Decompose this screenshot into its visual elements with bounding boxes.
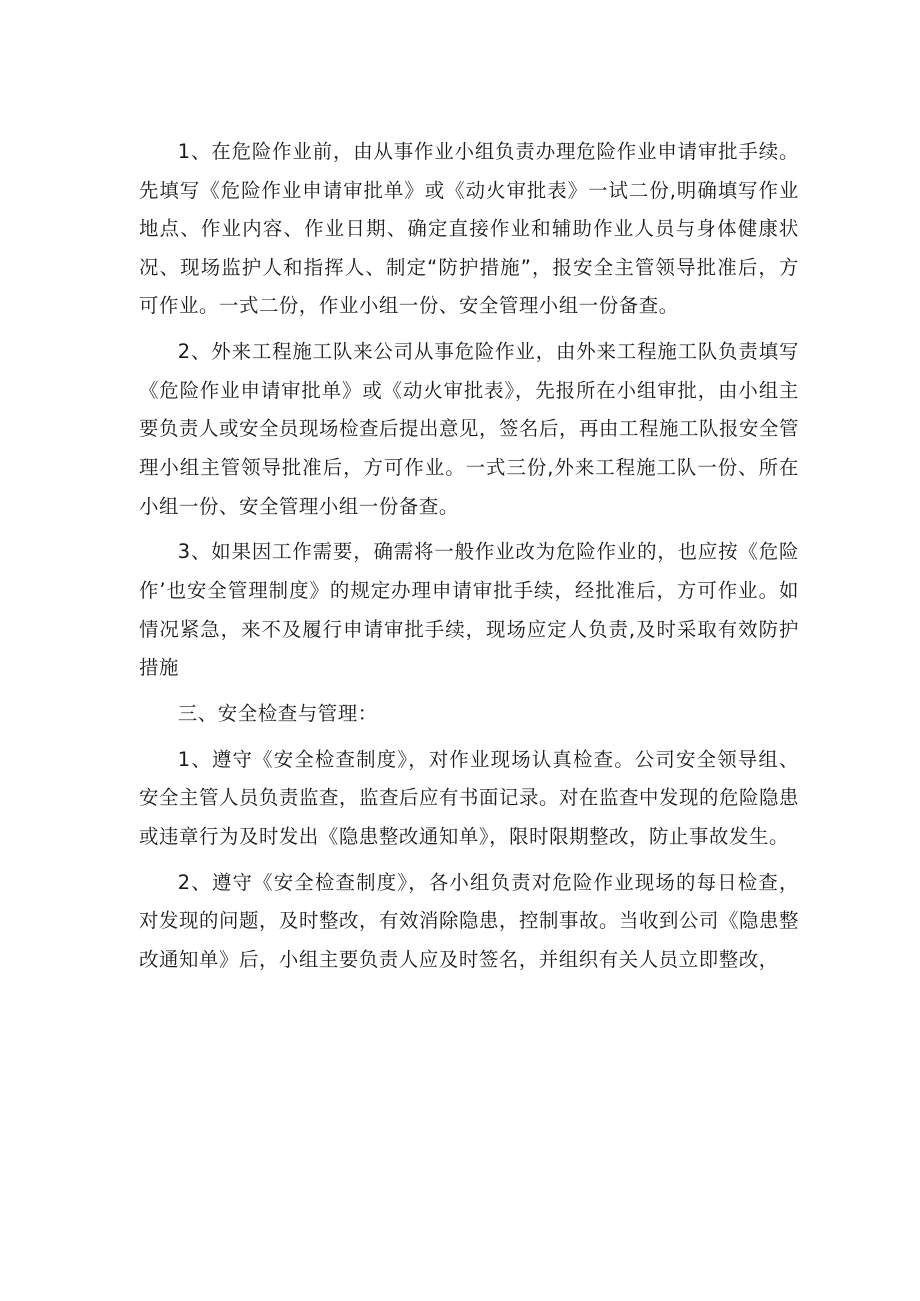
section-paragraph-1: 1、遵守《安全检查制度》，对作业现场认真检查。公司安全领导组、安全主管人员负责监查，监查后应有书面记录。对在监查中发现的危险隐患或违章行为及时发出《隐患整改通知单》，限时限期整改，防止事故发生。	[139, 747, 799, 848]
document-body	[139, 133, 799, 987]
paragraph-3: 3、如果因工作需要，确需将一般作业改为危险作业的，也应按《危险作’也安全管理制度》的规定办理申请审批手续，经批准后，方可作业。如情况紧急，来不及履行申请审批手续，现场应定人负责,及时采取有效防护措施	[139, 540, 799, 680]
paragraph-1: 1、在危险作业前，由从事作业小组负责办理危险作业申请审批手续。先填写《危险作业申请审批单》或《动火审批表》一试二份,明确填写作业地点、作业内容、作业日期、确定直接作业和辅助作业人员与身体健康状况、现场监护人和指挥人、制定“防护措施”，报安全主管领导批准后，方可作业。一式二份，作业小组一份、安全管理小组一份备查。	[139, 140, 799, 318]
paragraph-2: 2、外来工程施工队来公司从事危险作业，由外来工程施工队负责填写《危险作业申请审批单》或《动火审批表》，先报所在小组审批，由小组主要负责人或安全员现场检查后提出意见，签名后，再由工程施工队报安全管理小组主管领导批准后，方可作业。一式三份,外来工程施工队一份、所在小组一份、安全管理小组一份备查。	[139, 340, 799, 518]
section-heading: 三、安全检查与管理：	[177, 701, 378, 725]
section-paragraph-2: 2、遵守《安全检查制度》，各小组负责对危险作业现场的每日检查，对发现的问题，及时整改，有效消除隐患，控制事故。当收到公司《隐患整改通知单》后，小组主要负责人应及时签名，并组织有关人员立即整改，	[139, 870, 799, 971]
